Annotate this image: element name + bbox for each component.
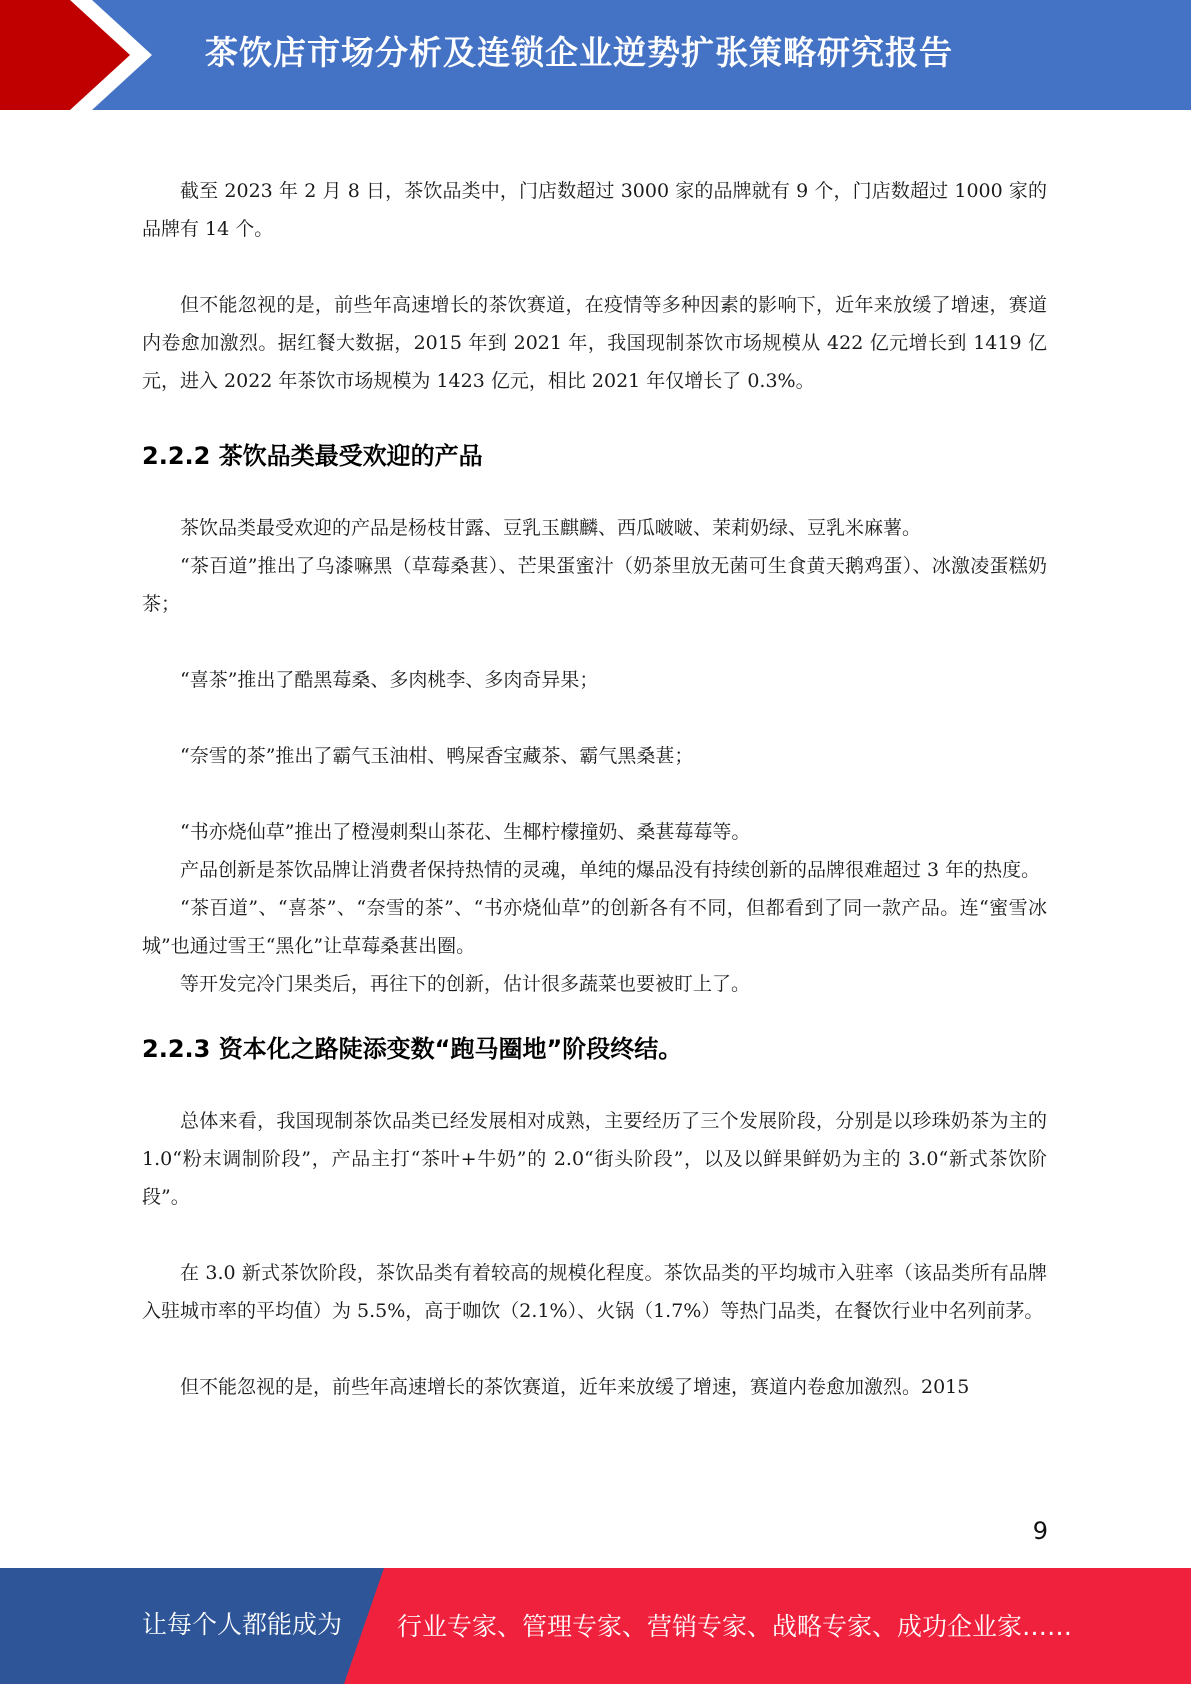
page-header [0,0,1191,110]
paragraph-popular-products: 茶饮品类最受欢迎的产品是杨枝甘露、豆乳玉麒麟、西瓜啵啵、茉莉奶绿、豆乳米麻薯。 [180,517,922,539]
paragraph-scale: 在 3.0 新式茶饮阶段，茶饮品类有着较高的规模化程度。茶饮品类的平均城市入驻率（该品类所有品牌入驻城市率的平均值）为 5.5%，高于咖饮（2.1%）、火锅（1.7%）等热门品类，在餐饮行业中名列前茅。 [142,1262,1047,1322]
paragraph-store-count: 截至 2023 年 2 月 8 日，茶饮品类中，门店数超过 3000 家的品牌就有 9 个，门店数超过 1000 家的品牌有 14 个。 [142,180,1047,240]
paragraph-slowdown: 但不能忽视的是，前些年高速增长的茶饮赛道，近年来放缓了增速，赛道内卷愈加激烈。2015 [180,1376,970,1398]
paragraph-nayuki: “奈雪的茶”推出了霸气玉油柑、鸭屎香宝藏茶、霸气黑桑葚； [180,745,694,767]
page-body [142,172,1047,1406]
paragraph-chabaidao: “茶百道”推出了乌漆嘛黑（草莓桑葚）、芒果蛋蜜汁（奶茶里放无菌可生食黄天鹅鸡蛋）、冰激凌蛋糕奶茶； [142,555,1047,615]
report-title: 茶饮店市场分析及连锁企业逆势扩张策略研究报告 [205,33,953,72]
paragraph-market-size: 但不能忽视的是，前些年高速增长的茶饮赛道，在疫情等多种因素的影响下，近年来放缓了增速，赛道内卷愈加激烈。据红餐大数据，2015 年到 2021 年，我国现制茶饮市场规模从 422 亿元增长到 1419 亿元，进入 2022 年茶饮市场规模为 1423 亿元，相比 2021 年仅增长了 0.3%。 [142,294,1047,392]
paragraph-heytea: “喜茶”推出了酷黑莓桑、多肉桃李、多肉奇异果； [180,669,599,691]
page-number: 9 [1032,1517,1048,1545]
paragraph-development-stages: 总体来看，我国现制茶饮品类已经发展相对成熟，主要经历了三个发展阶段，分别是以珍珠奶茶为主的 1.0“粉末调制阶段”，产品主打“茶叶+牛奶”的 2.0“街头阶段”，以及以鲜果鲜奶为主的 3.0“新式茶饮阶段”。 [142,1110,1047,1208]
heading-2-2-3: 2.2.3 资本化之路陡添变数“跑马圈地”阶段终结。 [142,1035,683,1063]
paragraph-shuyi: “书亦烧仙草”推出了橙漫刺梨山茶花、生椰柠檬撞奶、桑葚莓莓等。 [180,821,751,843]
heading-2-2-2: 2.2.2 茶饮品类最受欢迎的产品 [142,442,483,470]
paragraph-future-innovation: 等开发完冷门果类后，再往下的创新，估计很多蔬菜也要被盯上了。 [180,973,751,995]
footer-slogan-left: 让每个人都能成为 [142,1610,343,1639]
footer-slogan-right: 行业专家、管理专家、营销专家、战略专家、成功企业家…… [397,1612,1073,1641]
paragraph-brand-comparison: “茶百道”、“喜茶”、“奈雪的茶”、“书亦烧仙草”的创新各有不同，但都看到了同一款产品。连“蜜雪冰城”也通过雪王“黑化”让草莓桑葚出圈。 [142,897,1047,957]
page-footer [0,1568,1191,1684]
paragraph-innovation: 产品创新是茶饮品牌让消费者保持热情的灵魂，单纯的爆品没有持续创新的品牌很难超过 3 年的热度。 [180,859,1041,881]
